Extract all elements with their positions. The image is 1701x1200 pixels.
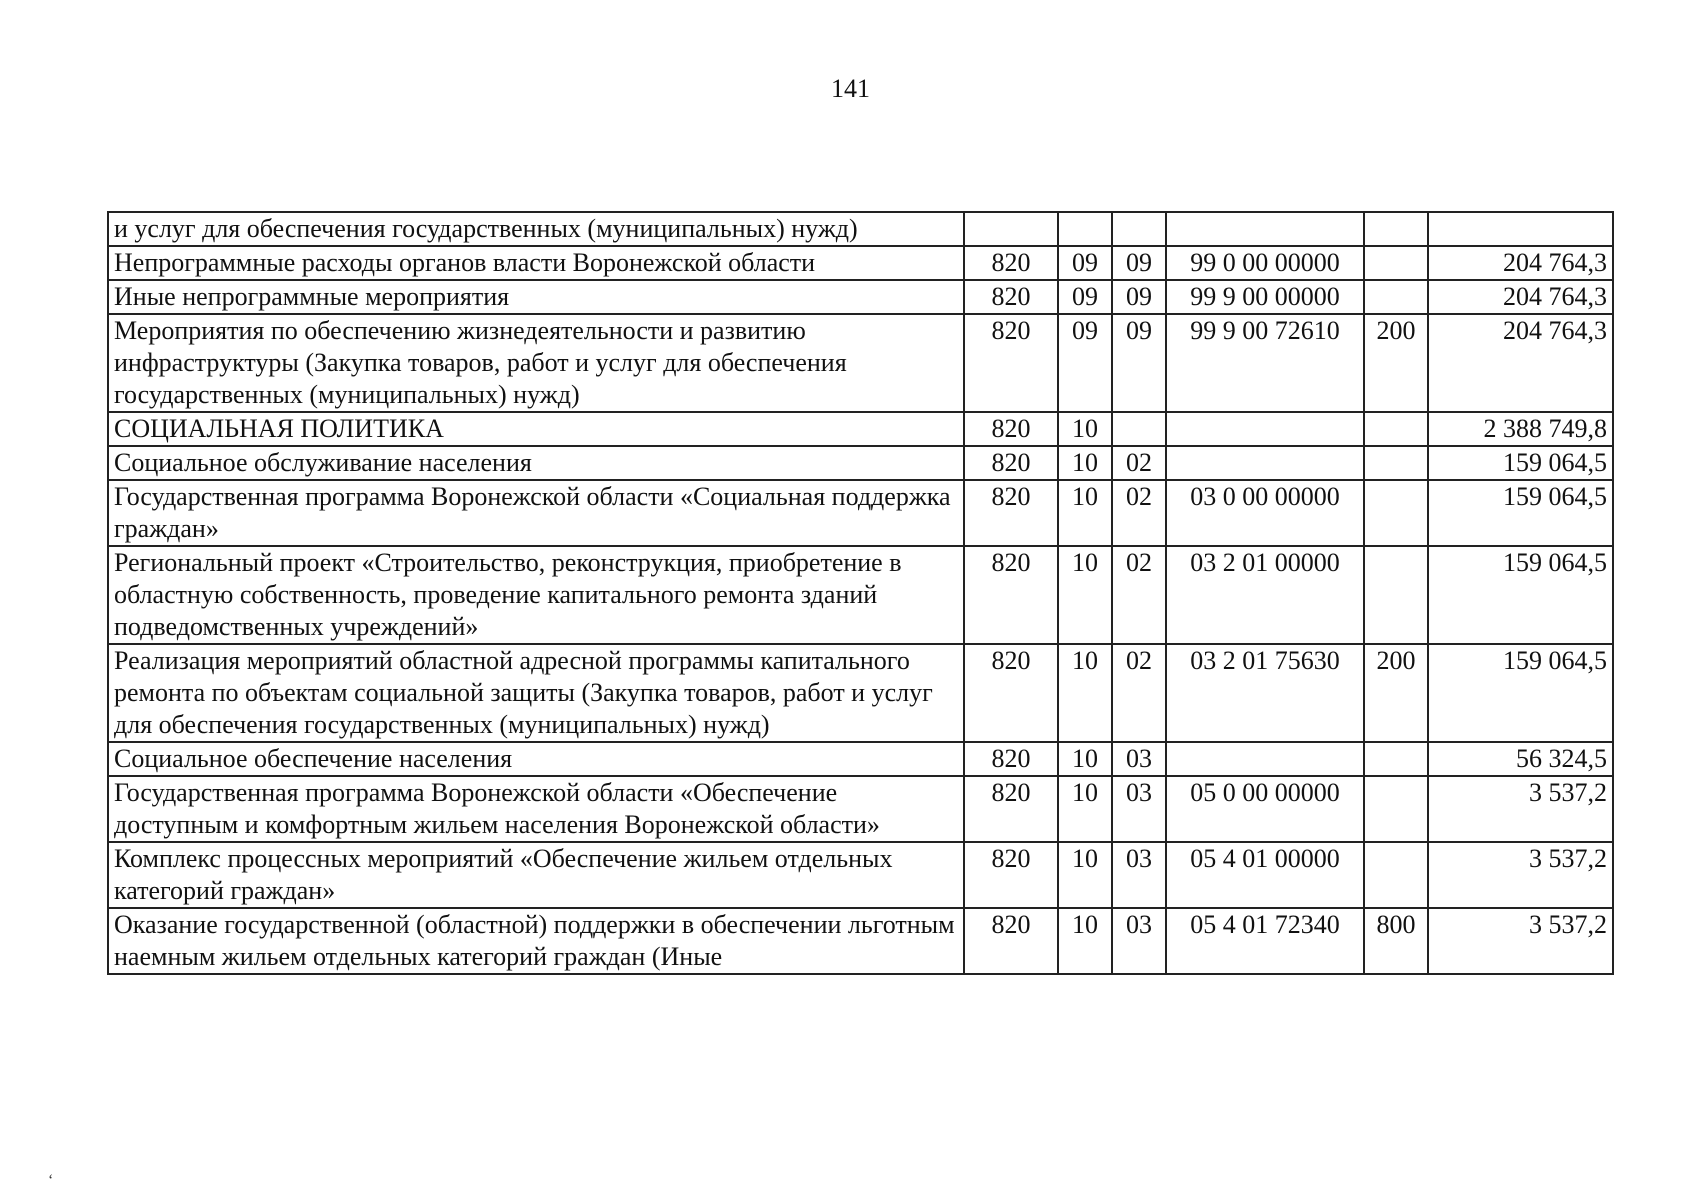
cell-csr: 05 0 00 00000 [1166, 776, 1364, 842]
table-row [108, 842, 1613, 908]
cell-csr [1166, 212, 1364, 246]
cell-rz: 10 [1058, 412, 1112, 446]
cell-pr: 02 [1112, 644, 1166, 742]
table-row [108, 546, 1613, 644]
cell-amount: 159 064,5 [1428, 480, 1613, 546]
cell-pr: 03 [1112, 842, 1166, 908]
table-row [108, 280, 1613, 314]
cell-pr: 03 [1112, 776, 1166, 842]
cell-vr [1364, 480, 1428, 546]
scan-mark: ʻ [48, 1172, 54, 1189]
cell-rz: 09 [1058, 280, 1112, 314]
cell-rz: 10 [1058, 908, 1112, 974]
cell-pr: 02 [1112, 446, 1166, 480]
cell-grbs: 820 [964, 742, 1058, 776]
cell-csr: 99 9 00 72610 [1166, 314, 1364, 412]
cell-vr [1364, 446, 1428, 480]
cell-vr [1364, 280, 1428, 314]
table-row [108, 412, 1613, 446]
table-row [108, 742, 1613, 776]
cell-amount: 204 764,3 [1428, 314, 1613, 412]
cell-name: Социальное обслуживание населения [108, 446, 964, 480]
cell-vr [1364, 412, 1428, 446]
cell-amount: 159 064,5 [1428, 546, 1613, 644]
cell-csr: 03 2 01 75630 [1166, 644, 1364, 742]
cell-name: Реализация мероприятий областной адресной программы капитального ремонта по объектам социальной защиты (Закупка товаров, работ и услуг для обеспечения государственных (муниципальных) нужд) [108, 644, 964, 742]
cell-rz: 10 [1058, 742, 1112, 776]
cell-csr: 99 0 00 00000 [1166, 246, 1364, 280]
cell-pr [1112, 212, 1166, 246]
cell-rz: 09 [1058, 314, 1112, 412]
cell-pr: 02 [1112, 480, 1166, 546]
cell-grbs: 820 [964, 412, 1058, 446]
cell-vr [1364, 212, 1428, 246]
cell-amount: 3 537,2 [1428, 842, 1613, 908]
cell-csr [1166, 412, 1364, 446]
cell-name: Региональный проект «Строительство, реконструкция, приобретение в областную собственность, проведение капитального ремонта зданий подведомственных учреждений» [108, 546, 964, 644]
cell-vr [1364, 742, 1428, 776]
cell-grbs: 820 [964, 776, 1058, 842]
cell-rz: 10 [1058, 446, 1112, 480]
cell-pr [1112, 412, 1166, 446]
cell-csr: 05 4 01 00000 [1166, 842, 1364, 908]
cell-name: Иные непрограммные мероприятия [108, 280, 964, 314]
cell-rz: 09 [1058, 246, 1112, 280]
page-number: 141 [831, 74, 870, 103]
cell-grbs [964, 212, 1058, 246]
budget-table [107, 211, 1614, 975]
cell-pr: 02 [1112, 546, 1166, 644]
cell-pr: 03 [1112, 742, 1166, 776]
cell-rz [1058, 212, 1112, 246]
cell-rz: 10 [1058, 644, 1112, 742]
table-row [108, 480, 1613, 546]
cell-grbs: 820 [964, 446, 1058, 480]
cell-vr: 200 [1364, 314, 1428, 412]
cell-amount: 159 064,5 [1428, 644, 1613, 742]
table-row [108, 776, 1613, 842]
cell-amount: 204 764,3 [1428, 246, 1613, 280]
cell-amount: 159 064,5 [1428, 446, 1613, 480]
cell-vr [1364, 776, 1428, 842]
cell-rz: 10 [1058, 776, 1112, 842]
cell-vr [1364, 842, 1428, 908]
table-row [108, 212, 1613, 246]
cell-amount [1428, 212, 1613, 246]
cell-grbs: 820 [964, 842, 1058, 908]
table-row [108, 644, 1613, 742]
table-body [108, 212, 1613, 974]
cell-vr: 200 [1364, 644, 1428, 742]
table-row [108, 314, 1613, 412]
cell-name: Оказание государственной (областной) поддержки в обеспечении льготным наемным жильем отдельных категорий граждан (Иные [108, 908, 964, 974]
table-row [108, 908, 1613, 974]
cell-grbs: 820 [964, 280, 1058, 314]
cell-csr: 99 9 00 00000 [1166, 280, 1364, 314]
cell-csr: 05 4 01 72340 [1166, 908, 1364, 974]
cell-vr [1364, 246, 1428, 280]
cell-rz: 10 [1058, 546, 1112, 644]
cell-pr: 09 [1112, 246, 1166, 280]
cell-grbs: 820 [964, 908, 1058, 974]
cell-csr: 03 0 00 00000 [1166, 480, 1364, 546]
cell-amount: 3 537,2 [1428, 776, 1613, 842]
cell-csr [1166, 446, 1364, 480]
cell-csr [1166, 742, 1364, 776]
cell-name: и услуг для обеспечения государственных (муниципальных) нужд) [108, 212, 964, 246]
cell-grbs: 820 [964, 246, 1058, 280]
cell-name: Мероприятия по обеспечению жизнедеятельности и развитию инфраструктуры (Закупка товаров, работ и услуг для обеспечения государственных (муниципальных) нужд) [108, 314, 964, 412]
table-row [108, 446, 1613, 480]
cell-pr: 03 [1112, 908, 1166, 974]
cell-name: Социальное обеспечение населения [108, 742, 964, 776]
cell-name: Комплекс процессных мероприятий «Обеспечение жильем отдельных категорий граждан» [108, 842, 964, 908]
cell-name: Государственная программа Воронежской области «Обеспечение доступным и комфортным жильем населения Воронежской области» [108, 776, 964, 842]
cell-grbs: 820 [964, 480, 1058, 546]
cell-grbs: 820 [964, 546, 1058, 644]
cell-name: Государственная программа Воронежской области «Социальная поддержка граждан» [108, 480, 964, 546]
cell-amount: 2 388 749,8 [1428, 412, 1613, 446]
cell-vr: 800 [1364, 908, 1428, 974]
cell-amount: 3 537,2 [1428, 908, 1613, 974]
cell-pr: 09 [1112, 314, 1166, 412]
cell-name: СОЦИАЛЬНАЯ ПОЛИТИКА [108, 412, 964, 446]
cell-rz: 10 [1058, 480, 1112, 546]
cell-amount: 56 324,5 [1428, 742, 1613, 776]
cell-name: Непрограммные расходы органов власти Воронежской области [108, 246, 964, 280]
cell-grbs: 820 [964, 314, 1058, 412]
cell-csr: 03 2 01 00000 [1166, 546, 1364, 644]
cell-pr: 09 [1112, 280, 1166, 314]
cell-rz: 10 [1058, 842, 1112, 908]
cell-vr [1364, 546, 1428, 644]
cell-amount: 204 764,3 [1428, 280, 1613, 314]
cell-grbs: 820 [964, 644, 1058, 742]
table-row [108, 246, 1613, 280]
